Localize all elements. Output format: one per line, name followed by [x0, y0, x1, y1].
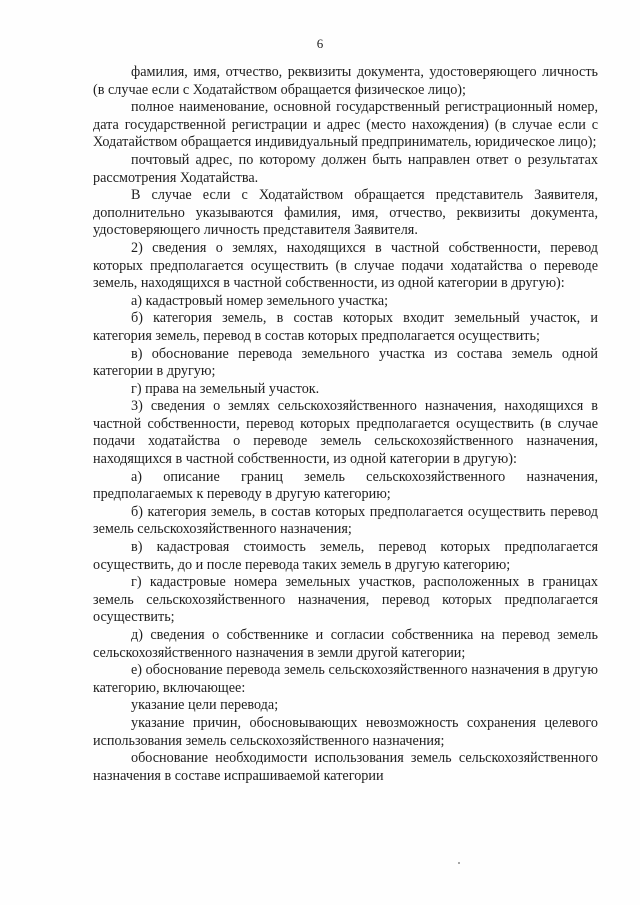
document-body — [93, 64, 598, 785]
paragraph: полное наименование, основной государственный регистрационный номер, дата государственной регистрации и адрес (место нахождения) (в случае если с Ходатайством обращается индивидуальный предприниматель, юридическое лицо); — [93, 99, 598, 151]
paragraph: почтовый адрес, по которому должен быть направлен ответ о результатах рассмотрения Ходатайства. — [93, 151, 598, 186]
paragraph: В случае если с Ходатайством обращается представитель Заявителя, дополнительно указываются фамилия, имя, отчество, реквизиты документа, удостоверяющего личность представителя Заявителя. — [93, 187, 598, 239]
paragraph: д) сведения о собственнике и согласии собственника на перевод земель сельскохозяйственного назначения в земли другой категории; — [93, 627, 598, 661]
paragraph: г) кадастровые номера земельных участков, расположенных в границах земель сельскохозяйственного назначения, перевод которых предполагается осуществить; — [93, 574, 598, 626]
paragraph: фамилия, имя, отчество, реквизиты документа, удостоверяющего личность (в случае если с Ходатайством обращается физическое лицо); — [93, 64, 598, 98]
paragraph: г) права на земельный участок. — [131, 380, 320, 397]
paragraph: 3) сведения о землях сельскохозяйственного назначения, находящихся в частной собственности, перевод которых предполагается осуществить (в случае подачи ходатайства о переводе земель сельскохозяйственного назначения, находящихся в частной собственности, из одной категории в другую): — [93, 398, 598, 468]
paragraph: указание цели перевода; — [131, 697, 279, 714]
paragraph: указание причин, обосновывающих невозможность сохранения целевого использования земель сельскохозяйственного назначения; — [93, 714, 598, 749]
scan-speck — [458, 862, 460, 864]
page-number: 6 — [316, 36, 324, 51]
paragraph: в) кадастровая стоимость земель, перевод которых предполагается осуществить, до и после перевода таких земель в другую категорию; — [93, 539, 598, 573]
paragraph: 2) сведения о землях, находящихся в частной собственности, перевод которых предполагается осуществить (в случае подачи ходатайства о переводе земель, находящихся в частной собственности, из одной категории в другую): — [93, 239, 598, 292]
paragraph: в) обоснование перевода земельного участка из состава земель одной категории в другую; — [93, 345, 598, 380]
paragraph: обоснование необходимости использования земель сельскохозяйственного назначения в составе испрашиваемой категории — [93, 750, 598, 784]
paragraph: б) категория земель, в состав которых входит земельный участок, и категория земель, перевод в состав которых предполагается осуществить; — [93, 310, 598, 344]
paragraph: б) категория земель, в состав которых предполагается осуществить перевод земель сельскохозяйственного назначения; — [93, 503, 598, 538]
paragraph: е) обоснование перевода земель сельскохозяйственного назначения в другую категорию, включающее: — [93, 662, 598, 696]
paragraph: а) кадастровый номер земельного участка; — [131, 292, 389, 309]
paragraph: а) описание границ земель сельскохозяйственного назначения, предполагаемых к переводу в другую категорию; — [93, 468, 598, 503]
